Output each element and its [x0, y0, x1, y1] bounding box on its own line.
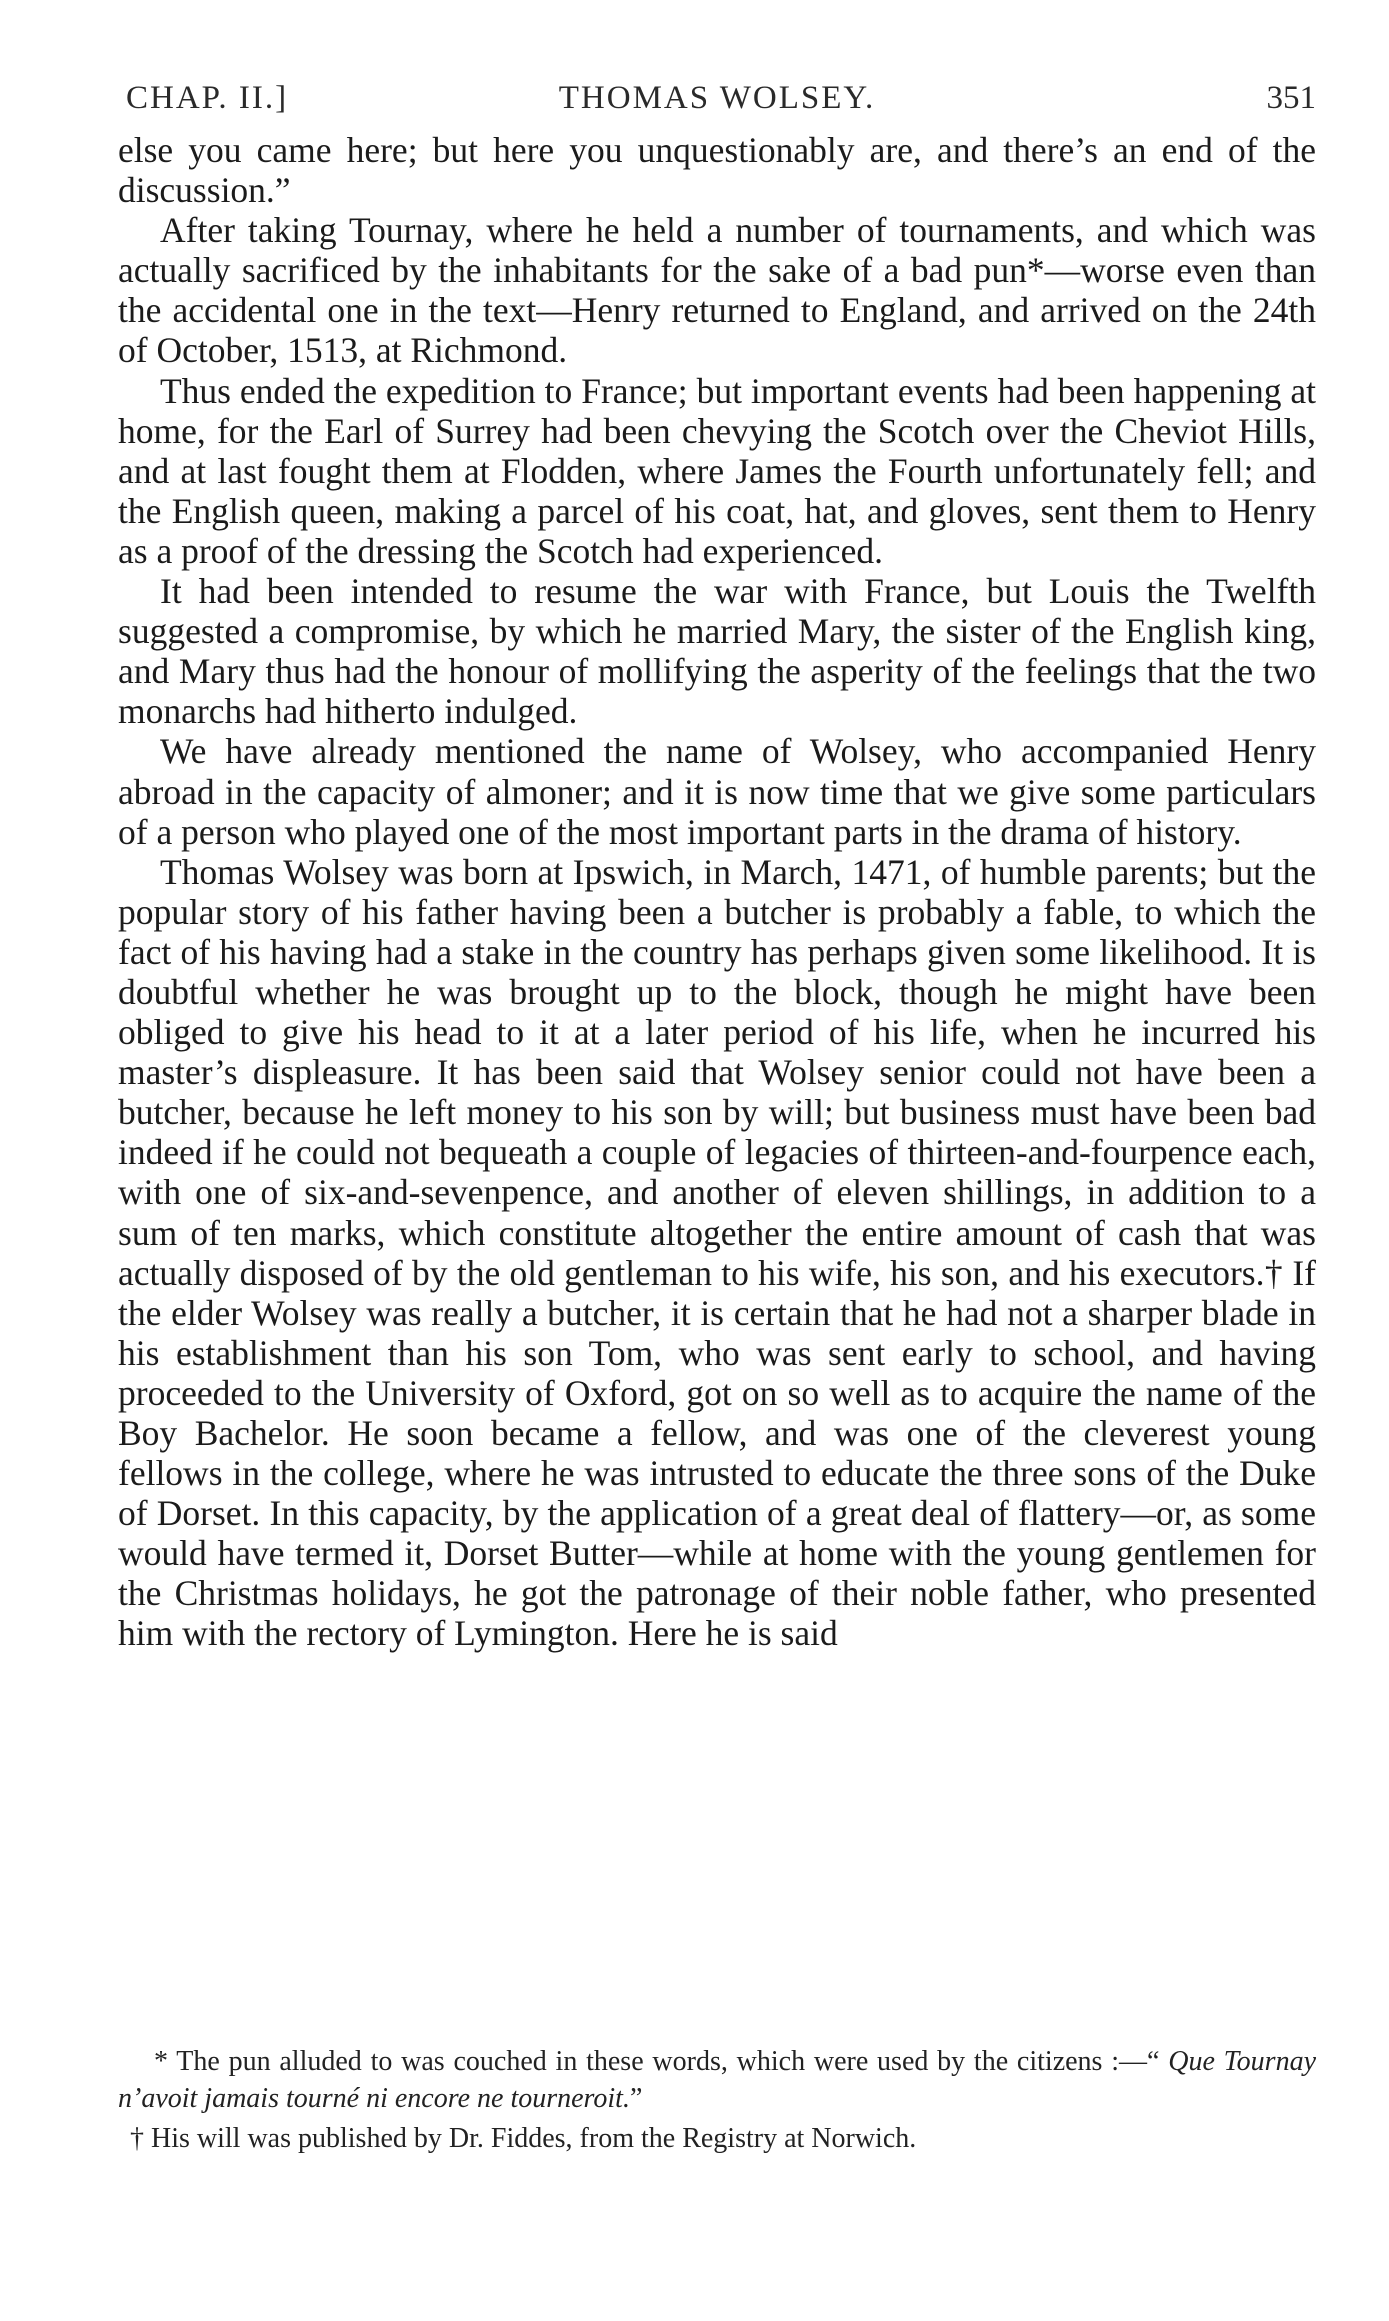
footnote-pun-text: * The pun alluded to was couched in these words, which were used by the citizens :—“ [154, 2046, 1169, 2077]
footnote-pun-close: ” [629, 2083, 643, 2114]
paragraph: Thomas Wolsey was born at Ipswich, in March, 1471, of humble parents; but the popular story of his father having been a butcher is probably a fable, to which the fact of his having had a stake in the country has perhaps given some likelihood. It is doubtful whether he was brought up to the block, though he might have been obliged to give his head to it at a later period of his life, when he incurred his master’s displeasure. It has been said that Wolsey senior could not have been a butcher, because he left money to his son by will; but business must have been bad indeed if he could not bequeath a couple of legacies of thirteen-and-fourpence each, with one of six-and-sevenpence, and another of eleven shillings, in addition to a sum of ten marks, which constitute altogether the entire amount of cash that was actually disposed of by the old gentleman to his wife, his son, and his executors.† If the elder Wolsey was really a butcher, it is certain that he had not a sharper blade in his establishment than his son Tom, who was sent early to school, and having proceeded to the University of Oxford, got on so well as to acquire the name of the Boy Bachelor. He soon became a fellow, and was one of the cleverest young fellows in the college, where he was intrusted to educate the three sons of the Duke of Dorset. In this capacity, by the application of a great deal of flattery—or, as some would have termed it, Dorset Butter—while at home with the young gentlemen for the Christmas holidays, he got the patronage of their noble father, who presented him with the rectory of Lymington. Here he is said [118, 851, 1316, 1654]
paragraph: else you came here; but here you unquestionably are, and there’s an end of the discussion.” [118, 130, 1316, 211]
paragraph: After taking Tournay, where he held a number of tournaments, and which was actually sacrificed by the inhabitants for the sake of a bad pun*—worse even than the accidental one in the text—Henry returned to England, and arrived on the 24th of October, 1513, at Richmond. [118, 210, 1316, 371]
footnotes [118, 2043, 1316, 2157]
chapter-label: CHAP. II.] [126, 80, 289, 116]
footnote-pun [118, 2043, 1316, 2117]
running-header [118, 70, 1316, 126]
running-title: THOMAS WOLSEY. [558, 80, 876, 116]
footnote-pun-quote: Que Tournay n’avoit jamais tourné ni encore ne tourneroit. [118, 2046, 1316, 2114]
book-page [118, 70, 1316, 1654]
paragraph: We have already mentioned the name of Wolsey, who accompanied Henry abroad in the capacity of almoner; and it is now time that we give some particulars of a person who played one of the most important parts in the drama of history. [118, 731, 1316, 852]
body-text [118, 130, 1316, 1654]
paragraph: Thus ended the expedition to France; but important events had been happening at home, for the Earl of Surrey had been chevying the Scotch over the Cheviot Hills, and at last fought them at Flodden, where James the Fourth unfortunately fell; and the English queen, making a parcel of his coat, hat, and gloves, sent them to Henry as a proof of the dressing the Scotch had experienced. [118, 370, 1316, 571]
footnote-will: † His will was published by Dr. Fiddes, from the Registry at Norwich. [130, 2123, 917, 2154]
page-number: 351 [1266, 80, 1316, 116]
paragraph: It had been intended to resume the war with France, but Louis the Twelfth suggested a compromise, by which he married Mary, the sister of the English king, and Mary thus had the honour of mollifying the asperity of the feelings that the two monarchs had hitherto indulged. [118, 571, 1316, 732]
